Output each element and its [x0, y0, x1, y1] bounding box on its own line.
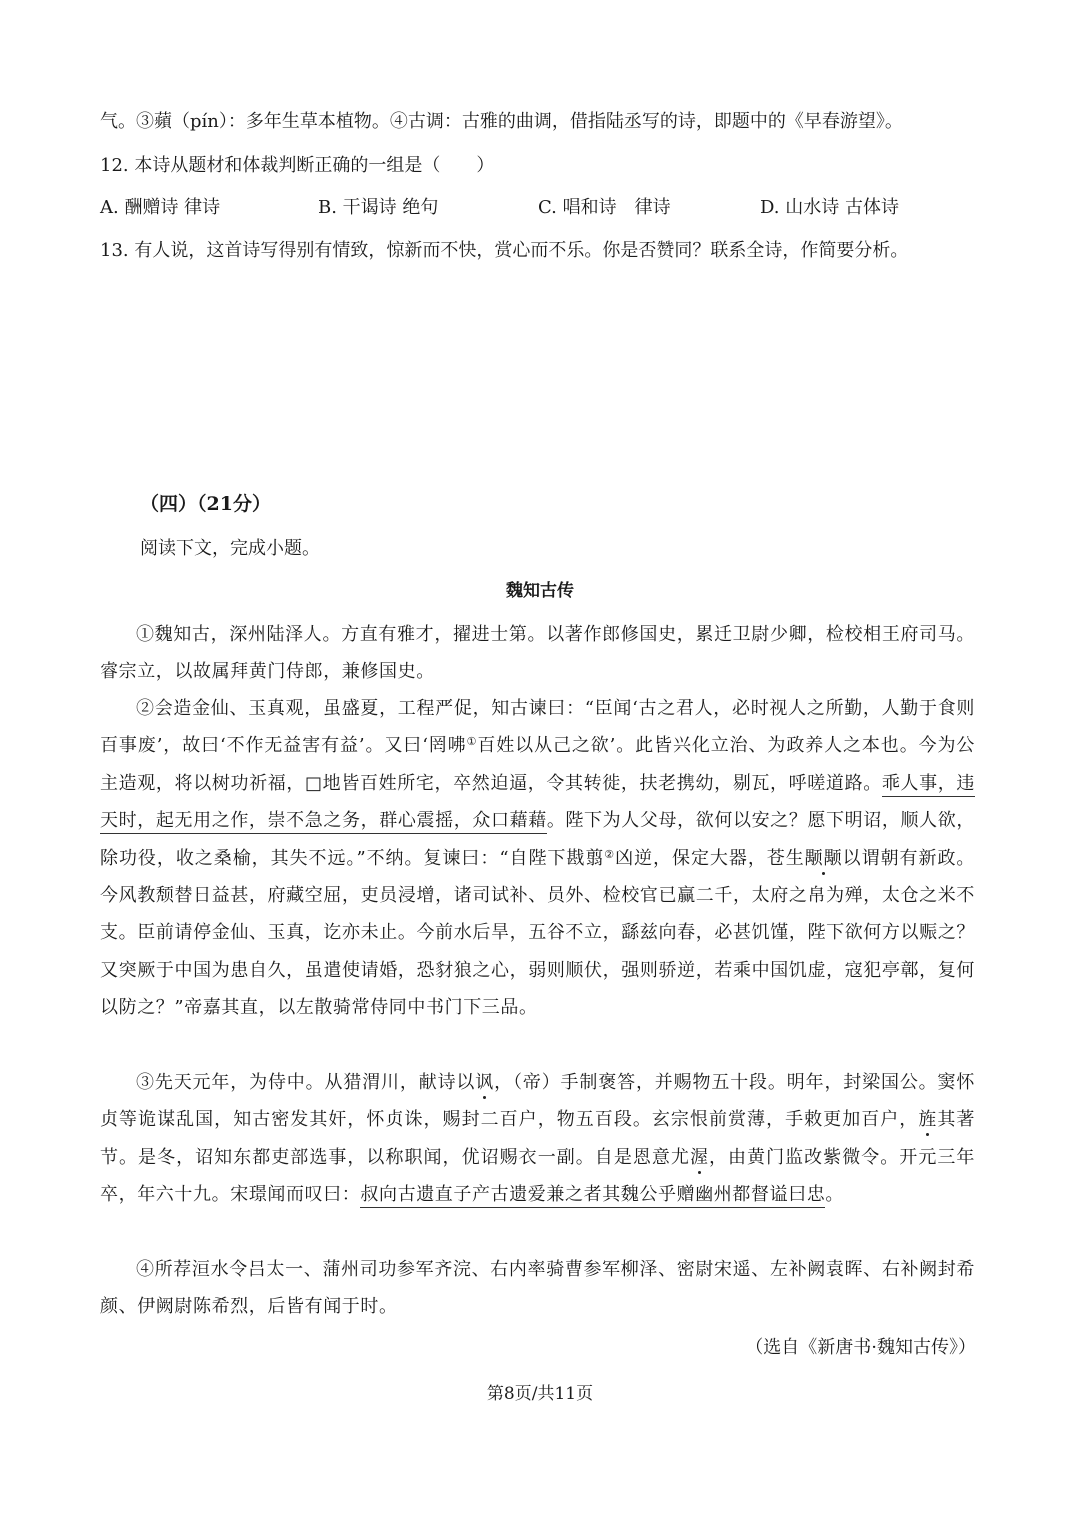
page-footer: 第8页/共11页 — [486, 1384, 594, 1404]
passage-title: 魏知古传 — [506, 581, 574, 601]
question-13: 13. 有人说，这首诗写得别有情致，惊新而不快，赏心而不乐。你是否赞同？联系全诗，作简要分析。 — [100, 240, 909, 261]
section-intro: 阅读下文，完成小题。 — [140, 538, 320, 559]
underlined-sentence-1: 乖人事，违天时，起无用之作，崇不急之务，群心震摇，众口藉藉 — [100, 773, 975, 834]
paragraph-2-text-b: 百姓以从己之欲’。此皆兴化立治、为政养人之本也。今为公主造观，将以树功祈福，□地皆百姓所宅，卒然迫逼，令其转徙，扶老携幼，剔瓦，呼嗟道路。 — [100, 735, 975, 794]
footnote-marker-2: ② — [604, 847, 616, 861]
underlined-sentence-2: 叔向古遗直子产古遗爱兼之者其魏公乎赠幽州都督谥曰忠 — [360, 1184, 825, 1208]
paragraph-1: ①魏知古，深州陆泽人。方直有雅才，擢进士第。以著作郎修国史，累迁卫尉少卿，检校相王府司马。睿宗立，以故属拜黄门侍郎，兼修国史。 — [100, 624, 975, 683]
option-b: B. 干谒诗 绝句 — [318, 197, 439, 218]
paragraph-2-text-c: 。陛下为人父母，欲何以安之？愿下明诏，顺人欲，除功役，收之桑榆，其失不远。”不纳。复谏曰：“自陛下戡翦 — [100, 810, 975, 869]
dotted-word-wo: 渥 — [689, 1146, 709, 1168]
paragraph-3-text-a: ③先天元年，为侍中。从猎渭川，献诗以 — [136, 1072, 476, 1093]
paragraph-2 — [100, 690, 975, 1027]
paragraph-3-text-b: ，（帝）手制褒答，并赐物五十段。明年，封梁国公。窦怀贞等诡谋乱国，知古密发其奸，怀贞诛，赐封二百户，物五百段。玄宗恨前赏薄，手敕更加百户， — [100, 1072, 975, 1131]
paragraph-3-text-e: 。 — [825, 1184, 845, 1206]
dotted-word-feng: 讽 — [475, 1072, 495, 1093]
paragraph-3-text-c: 其著节。是冬，诏知东都吏部选事，以称职闻，优诏赐衣一副。自是恩意尤 — [100, 1109, 975, 1168]
option-a: A. 酬赠诗 律诗 — [100, 197, 221, 218]
dotted-word-jing: 旌 — [918, 1109, 938, 1131]
paragraph-2-text-a: ②会造金仙、玉真观，虽盛夏，工程严促，知古谏曰：“臣闻‘古之君人，必时视人之所勤，人勤于食则百事废’，故曰‘不作无益害有益’。又曰‘罔咈 — [100, 698, 975, 757]
section-heading: （四）（21分） — [140, 493, 271, 515]
paragraph-3 — [100, 1064, 975, 1214]
dotted-word-yongyong: 颙颙 — [804, 847, 843, 869]
question-12: 12. 本诗从题材和体裁判断正确的一组是（ ） — [100, 155, 495, 176]
paragraph-2-text-d: 凶逆，保定大器，苍生 — [615, 847, 805, 869]
paragraph-2-text-e: 以谓朝有新政。今风教颓替日益甚，府藏空屈，吏员浸增，诸司试补、员外、检校官已赢二千，太府之帛为殚，太仓之米不支。臣前请停金仙、玉真，讫亦未止。今前水后旱，五谷不立，繇兹向春，必甚饥馑，陛下欲何方以赈之？又突厥于中国为患自久，虽遣使请婚，恐豺狼之心，弱则顺伏，强则骄逆，若乘中国饥虚，寇犯亭鄣，复何以防之？”帝嘉其直，以左散骑常侍同中书门下三品。 — [100, 847, 976, 1019]
option-d: D. 山水诗 古体诗 — [760, 197, 899, 218]
source-citation: （选自《新唐书·魏知古传》） — [745, 1337, 976, 1358]
option-c: C. 唱和诗 律诗 — [538, 197, 671, 218]
annotation-note: 气。③蘋（pín）：多年生草本植物。④古调：古雅的曲调，借指陆丞写的诗，即题中的《早春游望》。 — [100, 111, 903, 132]
paragraph-4: ④所荐洹水令吕太一、蒲州司功参军齐浣、右内率骑曹参军柳泽、密尉宋遥、左补阙袁晖、右补阙封希颜、伊阙尉陈希烈，后皆有闻于时。 — [100, 1259, 975, 1318]
paragraph-3-text-d: ，由黄门监改紫微令。开元三年卒，年六十九。宋璟闻而叹曰： — [100, 1146, 975, 1206]
footnote-marker-1: ① — [466, 735, 478, 749]
